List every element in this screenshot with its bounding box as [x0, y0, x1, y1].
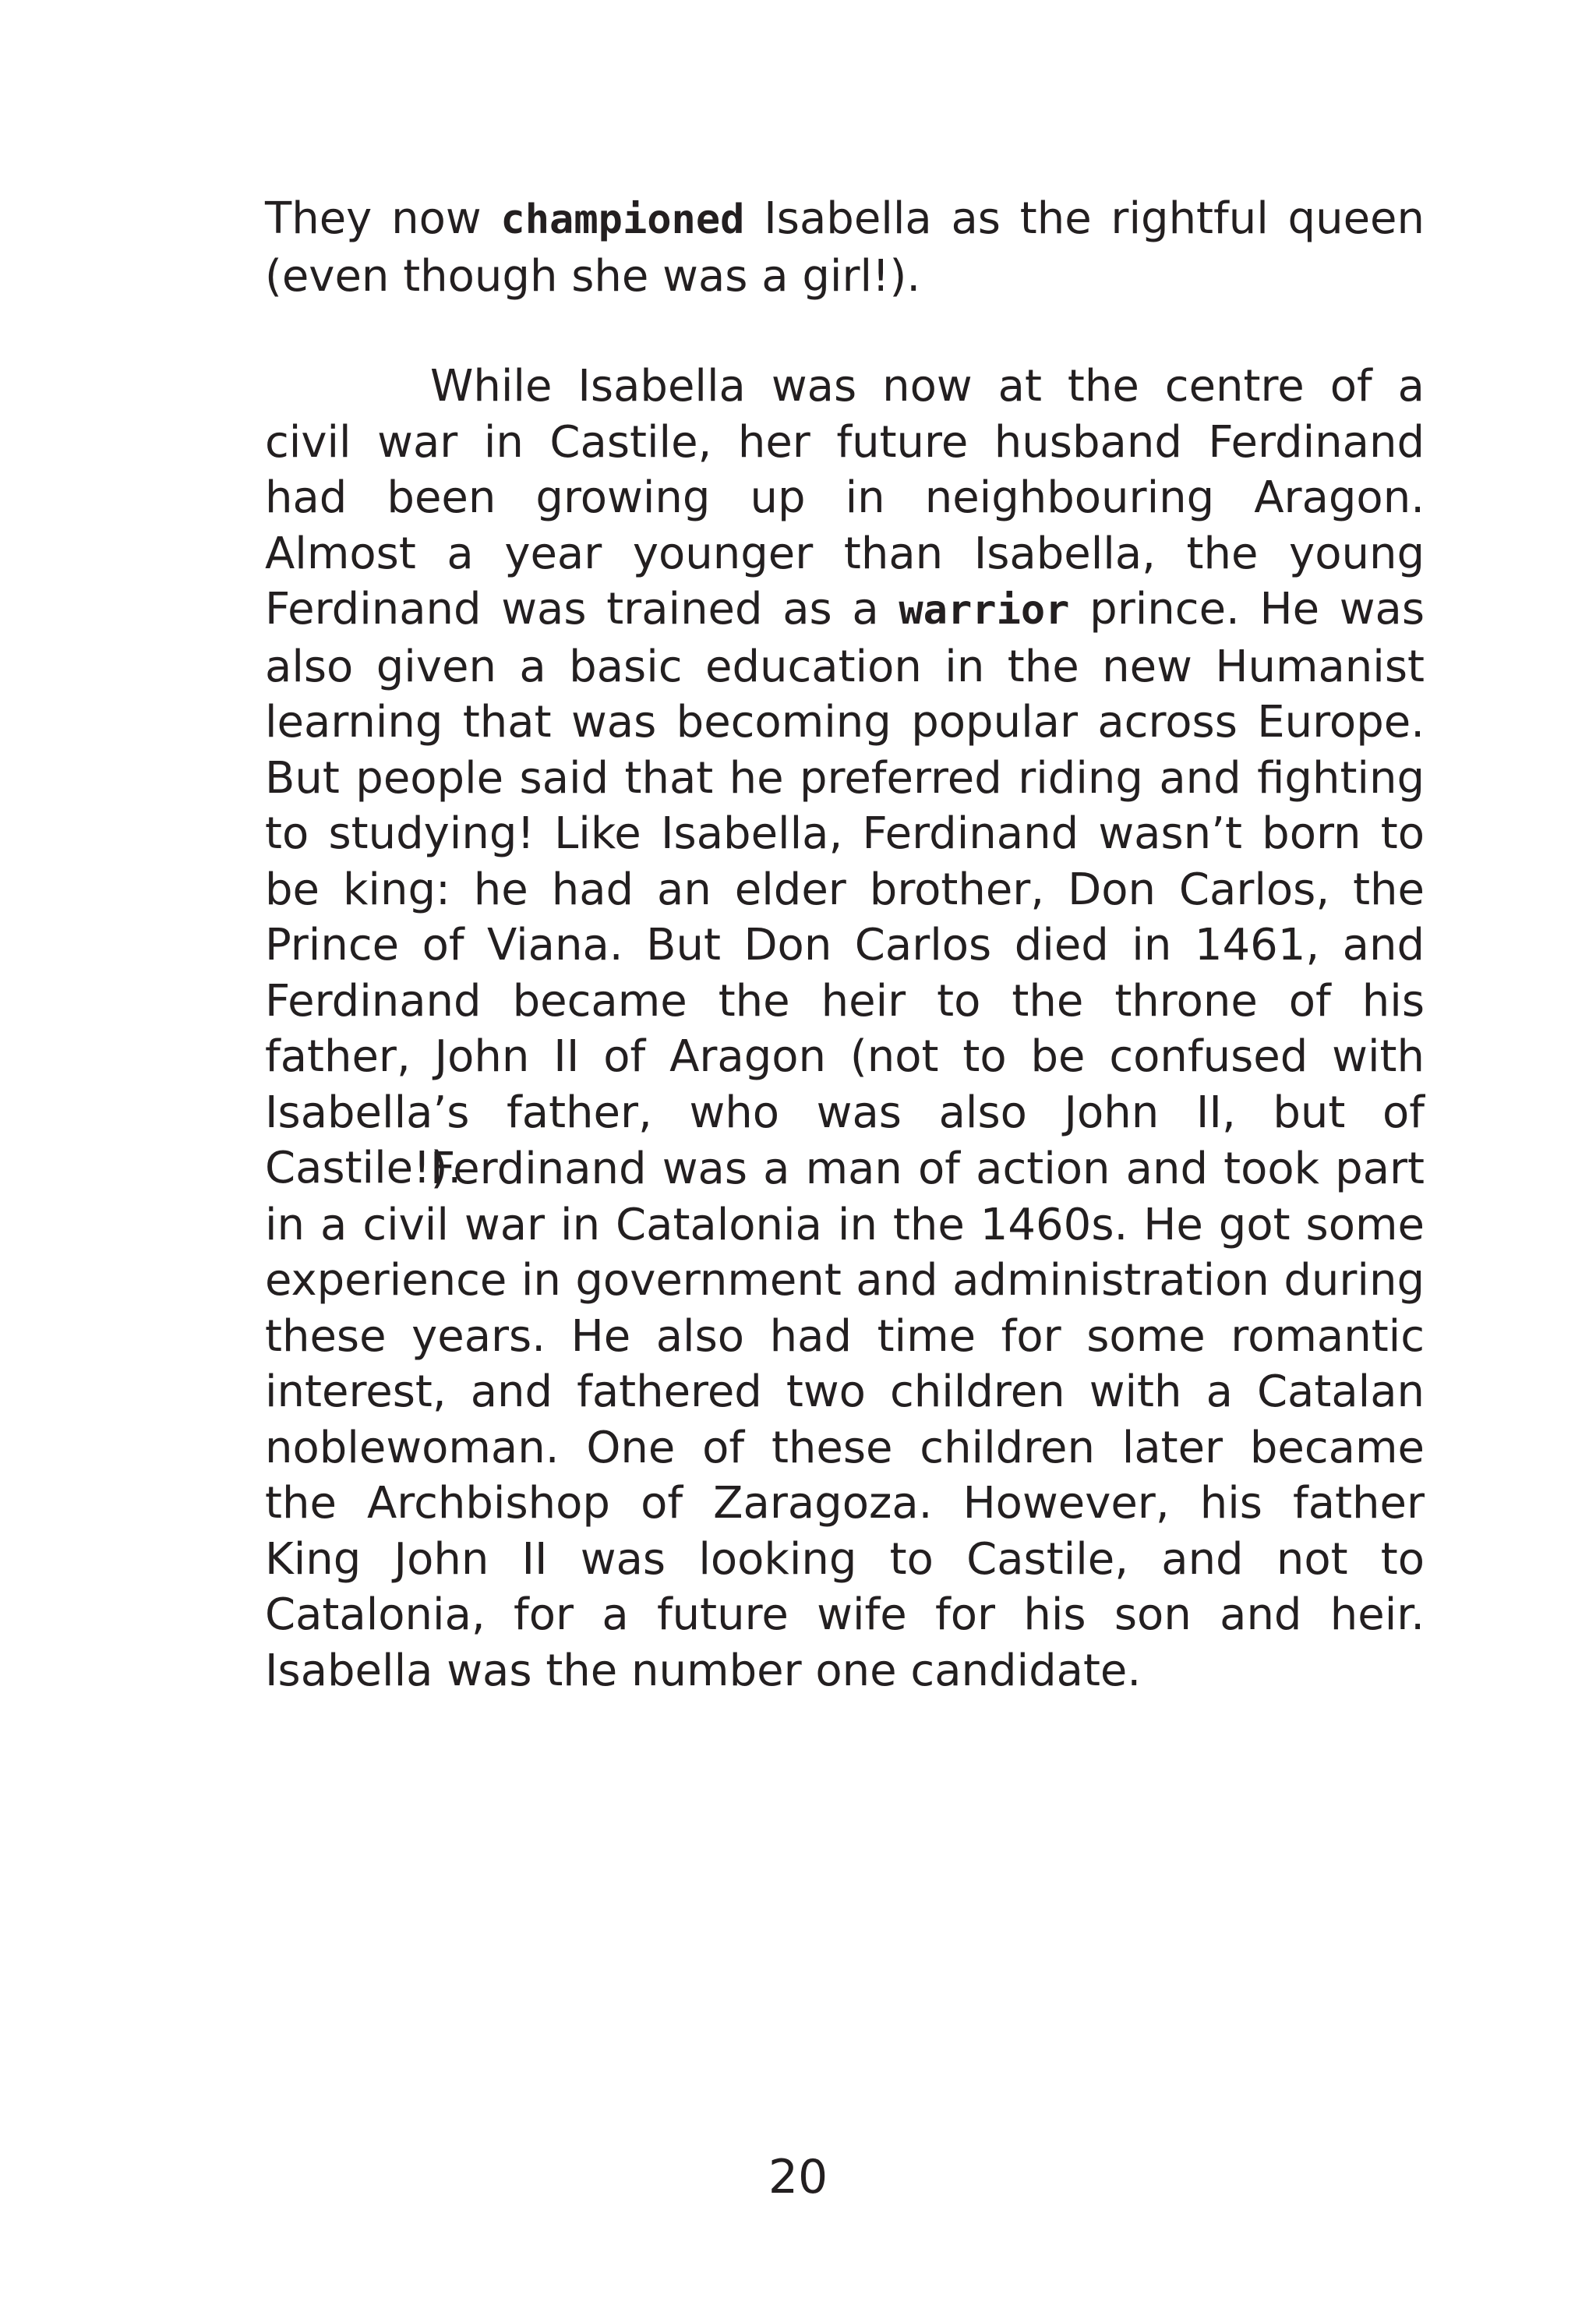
paragraph-2-before: While Isabella was now at the centre of a civil war in Castile, her future husband Ferdinand had been growing up in neighbouring Aragon. Almost a year younger than Isabella, the young Ferdinand was trained as a — [265, 361, 1425, 635]
paragraph-3 — [265, 1141, 1425, 1699]
paragraph-2 — [265, 359, 1425, 1197]
paragraph-1 — [265, 191, 1425, 304]
paragraph-2-after: prince. He was also given a basic education in the new Humanist learning that was becoming popular across Europe. But people said that he preferred riding and fighting to studying! Like Isabella, Ferdinand wasn’t born to be king: he had an elder brother, Don Carlos, the Prince of Viana. But Don Carlos died in 1461, and Ferdinand became the heir to the throne of his father, John II of Aragon (not to be confused with Isabella’s father, who was also John II, but of Castile!). — [265, 584, 1425, 1193]
paragraph-1-after: Isabella as the rightful queen (even though she was a girl!). — [265, 193, 1425, 302]
glossary-word-warrior: warrior — [899, 587, 1070, 634]
page-number: 20 — [768, 2150, 828, 2204]
glossary-word-championed: championed — [500, 196, 745, 243]
paragraph-3-text: Ferdinand was a man of action and took part in a civil war in Catalonia in the 1460s. He got some experience in government and administration during these years. He also had time for some romantic interest, and fathered two children with a Catalan noblewoman. One of these children later became the Archbishop of Zaragoza. However, his father King John II was looking to Castile, and not to Catalonia, for a future wife for his son and heir. Isabella was the number one candidate. — [265, 1144, 1425, 1696]
paragraph-1-before: They now — [265, 193, 501, 244]
paragraph-1-text — [265, 191, 1425, 304]
paragraph-2-text — [265, 359, 1425, 1197]
